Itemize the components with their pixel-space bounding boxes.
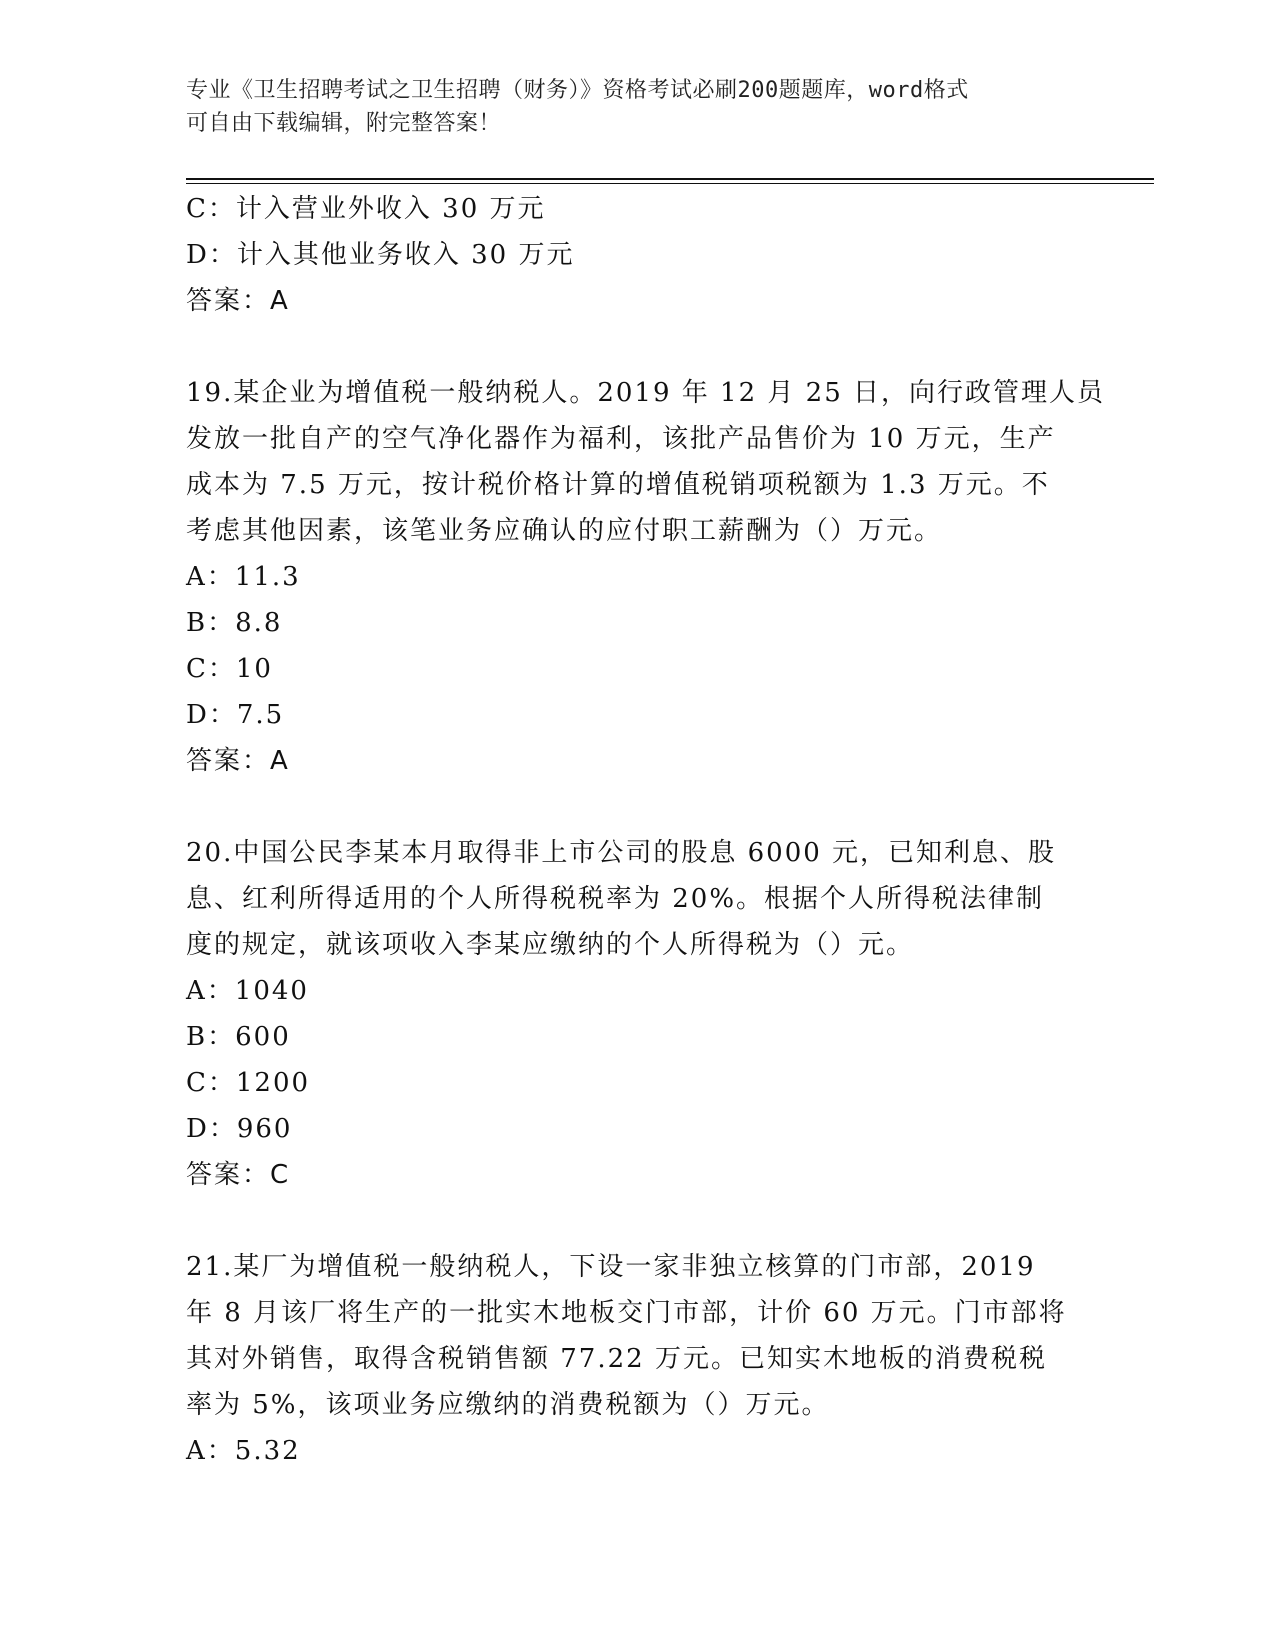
option-b: B：600 [186,1022,291,1052]
option-c: C：10 [186,654,273,684]
question-line: 发放一批自产的空气净化器作为福利，该批产品售价为 10 万元，生产 [186,424,1056,454]
question-text [186,830,1086,968]
question-18-continued [186,186,1086,324]
question-line: 成本为 7.5 万元，按计税价格计算的增值税销项税额为 1.3 万元。不 [186,470,1050,500]
question-line: 年 8 月该厂将生产的一批实木地板交门市部，计价 60 万元。门市部将 [186,1298,1067,1328]
option-a: A：1040 [186,976,309,1006]
question-line: 考虑其他因素，该笔业务应确认的应付职工薪酬为（）万元。 [186,516,943,546]
question-line: 度的规定，就该项收入李某应缴纳的个人所得税为（）元。 [186,930,915,960]
option-c: C：1200 [186,1068,311,1098]
header-line-2: 可自由下载编辑，附完整答案！ [186,111,502,136]
option-d: D：计入其他业务收入 30 万元 [186,240,575,270]
question-text [186,370,1106,554]
header-line-1: 专业《卫生招聘考试之卫生招聘（财务）》资格考试必刷200题题库，word格式 [186,78,969,103]
option-a: A：11.3 [186,562,301,592]
option-d: D：960 [186,1114,293,1144]
header-rule-thick [186,178,1154,180]
answer: 答案：A [186,286,290,316]
question-line: 21.某厂为增值税一般纳税人，下设一家非独立核算的门市部，2019 [186,1252,1036,1282]
document-body [186,186,1106,1474]
option-c: C：计入营业外收入 30 万元 [186,194,546,224]
question-20 [186,830,1086,1198]
header-rule-thin [186,183,1154,184]
question-21 [186,1244,1086,1474]
option-d: D：7.5 [186,700,285,730]
question-line: 20.中国公民李某本月取得非上市公司的股息 6000 元，已知利息、股 [186,838,1057,868]
question-line: 其对外销售，取得含税销售额 77.22 万元。已知实木地板的消费税税 [186,1344,1047,1374]
answer: 答案：C [186,1160,291,1190]
question-text [186,1244,1086,1428]
document-header [186,74,1086,140]
answer: 答案：A [186,746,290,776]
question-19 [186,370,1106,784]
question-line: 19.某企业为增值税一般纳税人。2019 年 12 月 25 日，向行政管理人员 [186,378,1106,408]
option-a: A：5.32 [186,1436,301,1466]
question-line: 息、红利所得适用的个人所得税税率为 20%。根据个人所得税法律制 [186,884,1045,914]
question-line: 率为 5%，该项业务应缴纳的消费税额为（）万元。 [186,1390,830,1420]
option-b: B：8.8 [186,608,283,638]
